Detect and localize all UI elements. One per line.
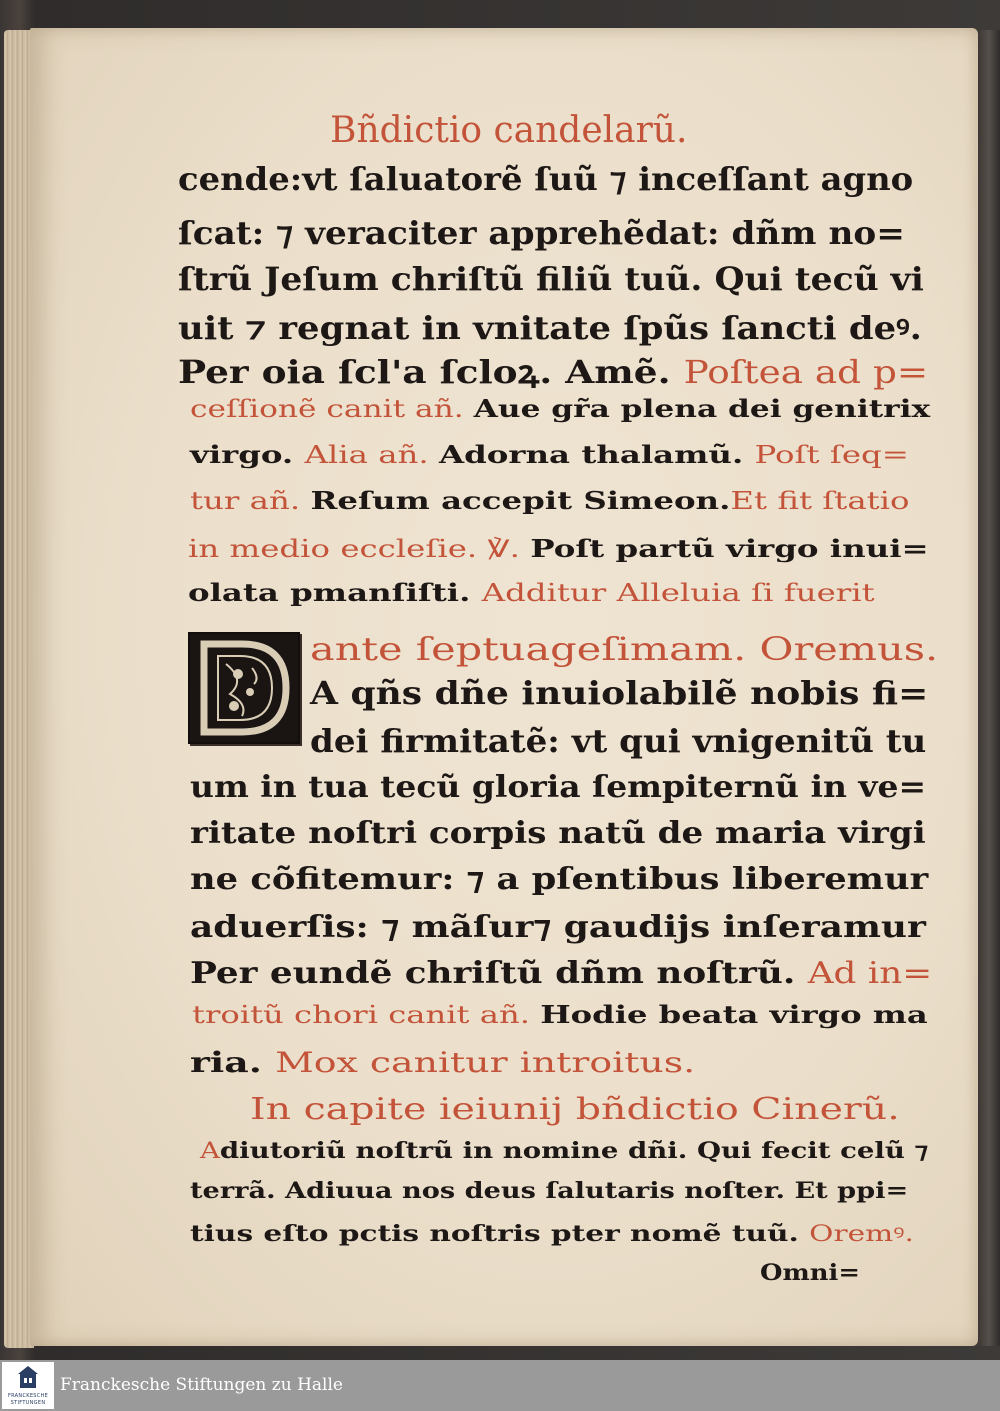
text-line	[178, 350, 928, 393]
rubric-text: Et fit ſtatio	[730, 487, 910, 515]
text-line	[190, 862, 928, 897]
body-text: dei firmitatẽ: vt qui vnigenitũ tu	[310, 722, 927, 760]
text-line	[760, 1260, 860, 1286]
body-text: Per oia ſcl'a ſcloꝝ. Amẽ.	[178, 353, 684, 391]
text-line	[310, 630, 938, 668]
text-line	[178, 214, 905, 252]
text-line	[190, 816, 926, 851]
text-line	[178, 260, 924, 298]
rubric-text: troitũ chori canit añ.	[192, 1001, 541, 1029]
text-line	[190, 1046, 695, 1079]
body-text: ſcat: ⁊ veraciter apprehẽdat: dñm no=	[178, 214, 905, 252]
body-text: ria.	[190, 1046, 276, 1079]
text-line	[190, 956, 932, 991]
logo-text-line-2: STIFTUNGEN	[10, 1400, 46, 1406]
rubric-text: Alia añ.	[304, 441, 440, 469]
body-text: um in tua tecũ gloria ſempiternũ in ve=	[190, 770, 927, 805]
text-line	[310, 674, 928, 712]
rubric-text: Additur Alleluia ſi fuerit	[481, 579, 875, 607]
rubric-text: Mox canitur introitus.	[275, 1046, 696, 1079]
body-text: terrã. Adiuua nos deus ſalutaris noſter. Et ppi=	[190, 1178, 909, 1204]
rubric-text: In capite ieiunij bñdictio Cinerũ.	[250, 1092, 900, 1127]
text-line	[192, 1000, 928, 1029]
rubric-text: Poſt ſeq=	[754, 441, 909, 469]
rubric-text: tur añ.	[190, 487, 311, 515]
rubric-text: Oremꝰ.	[809, 1222, 914, 1247]
body-text: aduerſis: ⁊ mãſur⁊ gaudijs inſeramur	[190, 910, 926, 945]
text-line	[190, 910, 926, 945]
text-line	[190, 440, 909, 469]
body-text: virgo.	[190, 440, 305, 469]
text-line	[188, 578, 875, 607]
text-line	[310, 722, 926, 760]
body-text: ne cõfitemur: ⁊ a pſentibus liberemur	[190, 862, 929, 897]
rubric-text: ceſſionẽ canit añ.	[190, 395, 474, 423]
text-line	[200, 1138, 928, 1164]
decorated-initial-d	[188, 632, 300, 744]
text-line	[190, 486, 910, 515]
building-icon	[2, 1362, 54, 1392]
text-line	[190, 770, 926, 805]
body-text: Hodie beata virgo ma	[540, 1000, 928, 1029]
text-line	[190, 1218, 914, 1248]
rubric-text: Ad in=	[807, 956, 933, 991]
body-text: diutoriũ noſtrũ in nomine dñi. Qui fecit celũ ⁊	[219, 1138, 929, 1164]
text-line	[188, 534, 929, 563]
text-line	[178, 160, 913, 198]
body-text: cende:vt ſaluatorẽ ſuũ ⁊ inceſſant agno	[178, 160, 914, 198]
text-line	[190, 1178, 908, 1204]
body-text: Omni=	[760, 1260, 860, 1286]
page-header: Bñdictio candelarũ.	[330, 110, 688, 151]
rubric-text: Poſtea ad p=	[683, 353, 929, 391]
rubric-text: A	[200, 1139, 220, 1164]
body-text: A qñs dñe inuiolabilẽ nobis fi=	[310, 674, 929, 712]
rubric-text: in medio eccleſie. ℣.	[188, 535, 531, 563]
body-text: Per eundẽ chriſtũ dñm noſtrũ.	[190, 956, 808, 991]
logo-text-line-1: FRANCKESCHE	[7, 1393, 49, 1399]
binding-edge	[978, 30, 1000, 1346]
body-text: tius eſto pctis noſtris pter nomẽ tuũ.	[190, 1221, 810, 1247]
footer-caption: Franckesche Stiftungen zu Halle	[60, 1375, 343, 1395]
initial-ornament-icon	[190, 634, 298, 742]
body-text: olata pmanſiſti.	[188, 578, 482, 607]
institution-logo	[2, 1362, 54, 1409]
body-text: Reſum accepit Simeon.	[310, 486, 731, 515]
body-text: Aue gr̃a plena dei genitrix	[473, 394, 931, 423]
body-text: Poſt partũ virgo inui=	[530, 534, 929, 563]
body-text: uit ⁊ regnat in vnitate ſpũs ſancti deꝰ.	[178, 309, 922, 347]
text-line	[178, 306, 922, 349]
body-text: ritate noſtri corpis natũ de maria virgi	[190, 816, 926, 851]
rubric-text: ante ſeptuageſimam. Oremus.	[310, 630, 939, 668]
body-text: ſtrũ Jeſum chriſtũ filiũ tuũ. Qui tecũ vi	[178, 260, 924, 298]
body-text: Adorna thalamũ.	[439, 440, 755, 469]
text-line	[250, 1092, 900, 1127]
text-line	[190, 394, 930, 423]
footer-bar	[0, 1360, 1000, 1411]
